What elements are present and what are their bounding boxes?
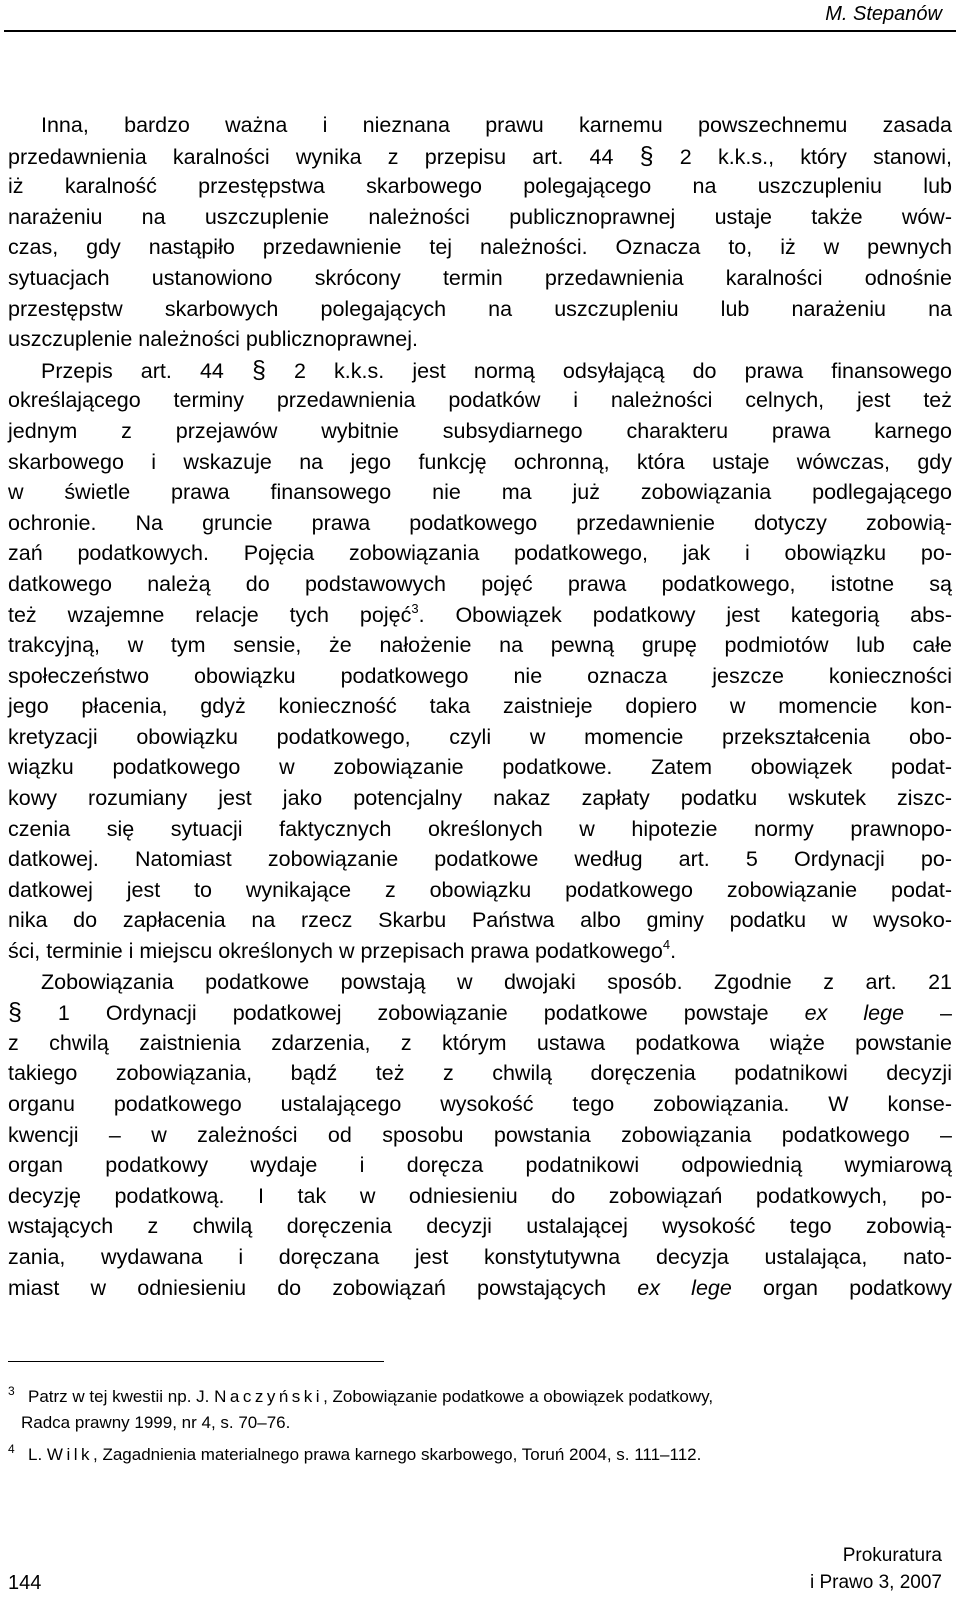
author-name: Naczyński xyxy=(214,1387,324,1406)
text-line: Przepis art. 44 § 2 k.k.s. jest normą odsyłającą do prawa finansowego xyxy=(41,355,953,384)
text-line: decyzję podatkową. I tak w odniesieniu do zobowiązań podatkowych, po- xyxy=(8,1183,952,1208)
text-line: zań podatkowych. Pojęcia zobowiązania podatkowego, jak i obowiązku po- xyxy=(8,541,952,566)
text-line: kowy rozumiany jest jako potencjalny nakaz zapłaty podatku wskutek ziszc- xyxy=(8,786,952,811)
footnote-number: 4 xyxy=(8,1442,15,1456)
footnote-ref[interactable]: 3 xyxy=(411,600,419,616)
journal-issue: i Prawo 3, 2007 xyxy=(809,1572,942,1593)
section-sign: § xyxy=(8,998,22,1027)
footnote-number: 3 xyxy=(8,1384,15,1398)
text-line: § 1 Ordynacji podatkowej zobowiązanie podatkowe powstaje ex lege – xyxy=(8,998,952,1027)
text-line: ochronie. Na gruncie prawa podatkowego przedawnienie dotyczy zobowią- xyxy=(8,510,952,535)
text-line: narażeniu na uszczuplenie należności publicznoprawnej ustaje także wów- xyxy=(8,204,952,229)
text-line: wstających z chwilą doręczenia decyzji ustalającej wysokość tego zobowią- xyxy=(8,1214,952,1239)
text-line: społeczeństwo obowiązku podatkowego nie oznacza jeszcze konieczności xyxy=(8,663,952,688)
text-line: skarbowego i wskazuje na jego funkcję ochronną, która ustaje wówczas, gdy xyxy=(8,449,952,474)
text-line: datkowej jest to wynikające z obowiązku podatkowego zobowiązanie podat- xyxy=(8,877,952,902)
text-line: w świetle prawa finansowego nie ma już zobowiązania podlegającego xyxy=(8,480,952,505)
author-name: Wilk xyxy=(46,1445,94,1464)
text-line: takiego zobowiązania, bądź też z chwilą doręczenia podatnikowi decyzji xyxy=(8,1061,952,1086)
footnote-rule xyxy=(8,1361,384,1362)
text-line: ści, terminie i miejscu określonych w przepisach prawa podatkowego$^4$. xyxy=(8,937,677,964)
text-line: Zobowiązania podatkowe powstają w dwojaki sposób. Zgodnie z art. 21 xyxy=(41,969,952,994)
text-line: trakcyjną, w tym sensie, że nałożenie na pewną grupę podmiotów lub całe xyxy=(8,633,952,658)
text-line: nika do zapłacenia na rzecz Skarbu Państwa albo gminy podatku w wysoko- xyxy=(8,908,952,933)
main-text xyxy=(8,110,952,1303)
text-line: organ podatkowy wydaje i doręcza podatnikowi odpowiednią wymiarową xyxy=(8,1153,952,1178)
footnote-ref[interactable]: 4 xyxy=(662,937,671,953)
section-sign: § xyxy=(639,141,654,170)
text-line: czas, gdy nastąpiło przedawnienie tej należności. Oznacza to, iż w pewnych xyxy=(8,235,952,260)
running-header-author: M. Stepanów xyxy=(825,3,942,25)
text-line: jednym z przejawów wybitnie subsydiarnego charakteru prawa karnego xyxy=(8,418,952,443)
footnotes xyxy=(8,1378,952,1468)
text-line: sytuacjach ustanowiono skrócony termin przedawnienia karalności odnośnie xyxy=(8,265,952,290)
latin-term: ex lege xyxy=(804,1001,905,1026)
text-line: zania, wydawana i doręczana jest konstytutywna decyzja ustalająca, nato- xyxy=(8,1244,952,1269)
journal-title: Prokuratura xyxy=(842,1545,942,1566)
text-line: uszczuplenie należności publicznoprawnej. xyxy=(8,327,418,352)
text-line: organu podatkowego ustalającego wysokość tego zobowiązania. W konse- xyxy=(8,1092,952,1116)
text-line: jego płacenia, gdyż konieczność taka zaistnieje dopiero w momencie kon- xyxy=(8,694,952,719)
text-line: przestępstw skarbowych polegających na uszczupleniu lub narażeniu na xyxy=(8,296,952,321)
text-line: Inna, bardzo ważna i nieznana prawu karnemu powszechnemu zasada xyxy=(41,113,952,137)
footnote-4: 4 L. Wilk, Zagadnienia materialnego prawa karnego skarbowego, Toruń 2004, s. 111–112. xyxy=(8,1436,952,1468)
text-line: datkowej. Natomiast zobowiązanie podatkowe według art. 5 Ordynacji po- xyxy=(8,847,952,872)
section-sign: § xyxy=(251,355,266,384)
text-line: czenia się sytuacji faktycznych określonych w hipotezie normy prawnopo- xyxy=(8,816,952,841)
text-line: iż karalność przestępstwa skarbowego polegającego na uszczupleniu lub xyxy=(8,174,952,199)
footnote-3: 3 Patrz w tej kwestii np. J. Naczyński, Zobowiązanie podatkowe a obowiązek podatkowy, xyxy=(8,1378,952,1410)
text-line: też wzajemne relacje tych pojęć$^3$. Obowiązek podatkowy jest kategorią abs- xyxy=(8,600,953,627)
text-line: kwencji – w zależności od sposobu powstania zobowiązania podatkowego – xyxy=(8,1122,952,1147)
text-line: datkowego należą do podstawowych pojęć prawa podatkowego, istotne są xyxy=(8,571,952,596)
latin-term: ex lege xyxy=(637,1275,732,1300)
text-line: kretyzacji obowiązku podatkowego, czyli w momencie przekształcenia obo- xyxy=(8,724,952,749)
footnote-3-continuation: Radca prawny 1999, nr 4, s. 70–76. xyxy=(21,1413,291,1432)
text-line: przedawnienia karalności wynika z przepisu art. 44 § 2 k.k.s., który stanowi, xyxy=(8,141,952,170)
journal-footer xyxy=(810,1542,942,1596)
running-header xyxy=(0,0,960,36)
text-line: wiązku podatkowego w zobowiązanie podatkowe. Zatem obowiązek podat- xyxy=(8,755,952,780)
text-line: z chwilą zaistnienia zdarzenia, z którym ustawa podatkowa wiąże powstanie xyxy=(8,1030,952,1055)
header-rule xyxy=(4,30,956,32)
text-line: określającego terminy przedawnienia podatków i należności celnych, jest też xyxy=(8,388,952,413)
text-line: miast w odniesieniu do zobowiązań powstających ex lege organ podatkowy xyxy=(8,1275,952,1300)
page-number: 144 xyxy=(8,1572,42,1594)
